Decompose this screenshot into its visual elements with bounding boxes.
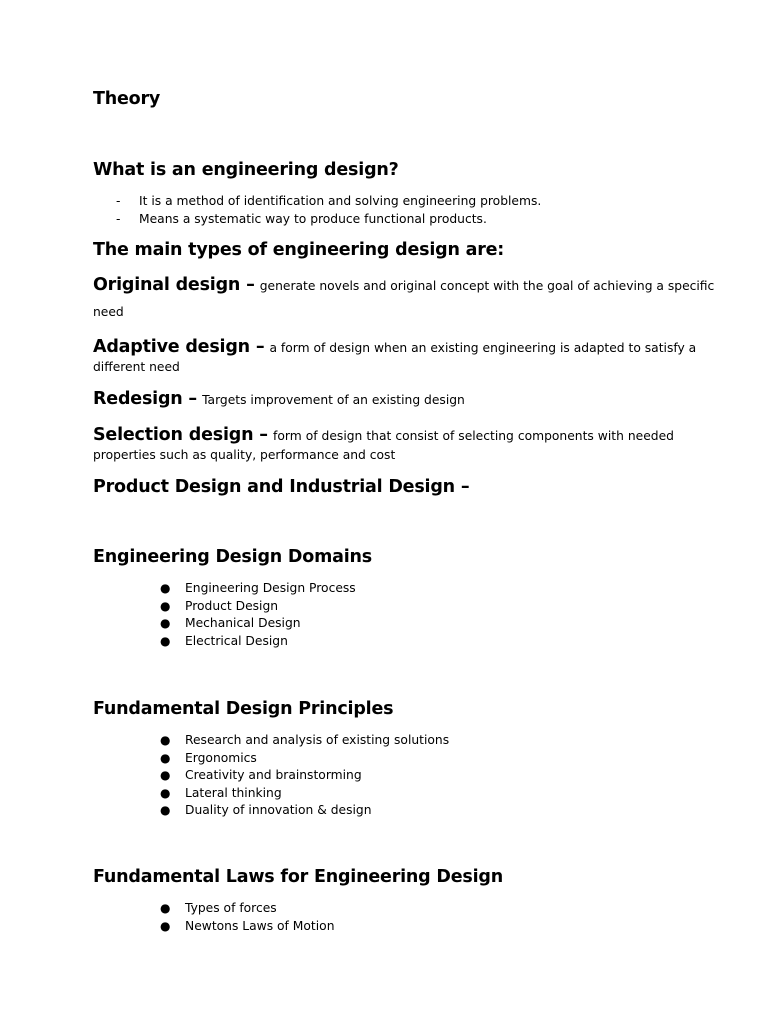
list-item-text: Mechanical Design bbox=[185, 616, 301, 630]
bullet-icon: ● bbox=[160, 581, 171, 595]
list-item-text: Means a systematic way to produce functional products. bbox=[139, 211, 487, 226]
selection-design-line2: properties such as quality, performance and cost bbox=[93, 448, 396, 462]
bullet-icon: ● bbox=[160, 598, 171, 613]
redesign-line bbox=[93, 389, 465, 409]
list-item-text: Electrical Design bbox=[185, 633, 288, 648]
list-item bbox=[116, 211, 541, 229]
heading-fundamental-laws: Fundamental Laws for Engineering Design bbox=[93, 867, 503, 887]
dash-marker: - bbox=[116, 194, 121, 208]
list-item-text: Creativity and brainstorming bbox=[185, 768, 362, 782]
bullet-icon: ● bbox=[160, 633, 171, 648]
list-item-text: Research and analysis of existing solutions bbox=[185, 733, 450, 747]
adaptive-design-desc: a form of design when an existing engineering is adapted to satisfy a bbox=[269, 341, 697, 355]
bullet-icon: ● bbox=[160, 616, 171, 630]
adaptive-design-line2: different need bbox=[93, 360, 180, 374]
definition-list bbox=[116, 193, 542, 228]
redesign-desc: Targets improvement of an existing design bbox=[202, 393, 465, 407]
redesign-term: Redesign – bbox=[93, 389, 197, 409]
bullet-icon: ● bbox=[160, 901, 171, 915]
list-item bbox=[160, 802, 449, 820]
laws-list bbox=[160, 900, 335, 935]
list-item bbox=[160, 615, 356, 633]
dash-marker: - bbox=[116, 211, 121, 226]
heading-design-principles: Fundamental Design Principles bbox=[93, 699, 394, 719]
original-design-desc: generate novels and original concept with the goal of achieving a specific bbox=[259, 279, 715, 293]
selection-design-desc: form of design that consist of selecting components with needed bbox=[273, 429, 674, 443]
list-item-text: Lateral thinking bbox=[185, 785, 282, 800]
heading-what-is-engineering-design: What is an engineering design? bbox=[93, 160, 399, 180]
heading-design-domains: Engineering Design Domains bbox=[93, 547, 372, 567]
list-item-text: It is a method of identification and solving engineering problems. bbox=[139, 194, 542, 208]
adaptive-design-line1 bbox=[93, 337, 697, 357]
list-item bbox=[116, 193, 542, 211]
list-item-text: Types of forces bbox=[185, 901, 277, 915]
bullet-icon: ● bbox=[160, 733, 171, 747]
list-item bbox=[160, 633, 356, 651]
heading-theory: Theory bbox=[93, 89, 161, 109]
original-design-line1 bbox=[93, 275, 715, 295]
bullet-icon: ● bbox=[160, 785, 171, 800]
list-item-text: Duality of innovation & design bbox=[185, 803, 372, 817]
list-item-text: Ergonomics bbox=[185, 750, 257, 765]
list-item bbox=[160, 785, 449, 803]
original-design-term: Original design – bbox=[93, 275, 255, 295]
list-item bbox=[160, 767, 449, 785]
bullet-icon: ● bbox=[160, 918, 171, 933]
selection-design-line1 bbox=[93, 425, 674, 445]
list-item-text: Newtons Laws of Motion bbox=[185, 918, 335, 933]
list-item bbox=[160, 900, 334, 918]
bullet-icon: ● bbox=[160, 803, 171, 817]
bullet-icon: ● bbox=[160, 750, 171, 765]
list-item-text: Product Design bbox=[185, 598, 279, 613]
original-design-line2: need bbox=[93, 305, 124, 319]
principles-list bbox=[160, 732, 450, 820]
list-item bbox=[160, 580, 356, 598]
list-item bbox=[160, 918, 335, 936]
heading-product-industrial-design: Product Design and Industrial Design – bbox=[93, 477, 470, 497]
list-item bbox=[160, 732, 450, 750]
selection-design-term: Selection design – bbox=[93, 425, 268, 445]
list-item bbox=[160, 750, 449, 768]
list-item bbox=[160, 598, 356, 616]
heading-main-types: The main types of engineering design are: bbox=[93, 240, 505, 260]
domains-list bbox=[160, 580, 356, 650]
bullet-icon: ● bbox=[160, 768, 171, 782]
list-item-text: Engineering Design Process bbox=[185, 581, 356, 595]
adaptive-design-term: Adaptive design – bbox=[93, 337, 265, 357]
